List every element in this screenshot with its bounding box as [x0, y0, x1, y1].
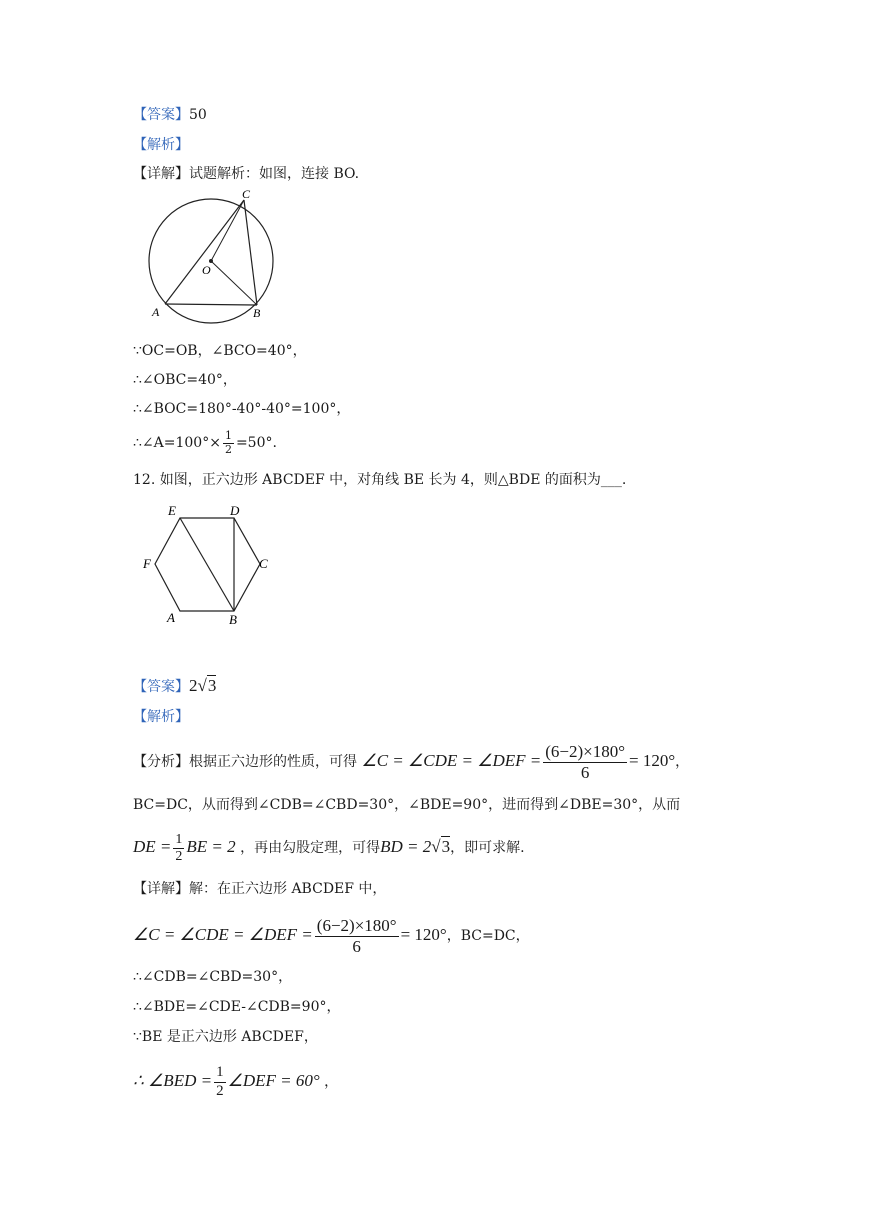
label-B: B — [253, 306, 261, 320]
circle-figure — [140, 188, 290, 328]
detail-line: 【详解】解：在正六边形 ABCDEF 中， — [133, 881, 387, 897]
angle-equation: ∠C = ∠CDE = ∠DEF = $\frac{(6-2)\times 180^\circ}{6}$ = 120° — [361, 742, 676, 782]
label-O: O — [202, 263, 211, 277]
analysis-tag: 【解析】 — [133, 709, 189, 725]
label-B: B — [229, 612, 237, 627]
answer-tag: 【答案】 — [133, 107, 189, 123]
label-D: D — [230, 503, 240, 518]
label-C: C — [242, 188, 251, 201]
answer-line — [133, 674, 216, 699]
bed-equation: ∴ ∠BED = $\frac{1}{2}$ ∠DEF = 60° — [133, 1064, 320, 1099]
denominator: 2 — [224, 442, 232, 456]
detail-equation-line: ∠C = ∠CDE = ∠DEF = $\frac{(6-2)\times 180^\circ}{6}$ = 120°，BC=DC， — [133, 916, 530, 956]
step-line: ∴ ∠BED = $\frac{1}{2}$ ∠DEF = 60° ， — [133, 1064, 339, 1099]
answer-tag: 【答案】 — [133, 679, 189, 695]
numerator: 1 — [224, 428, 232, 442]
step-line: ∵BE 是正六边形 ABCDEF， — [133, 1029, 318, 1045]
label-A: A — [167, 610, 175, 625]
answer-value: 50 — [189, 107, 207, 123]
label-C: C — [259, 556, 268, 571]
step-line: ∴∠BDE=∠CDE-∠CDB=90°， — [133, 999, 341, 1015]
fraction — [223, 430, 234, 456]
detail-tag: 【详解】 — [133, 166, 189, 182]
step-prefix: ∴∠A=100°× — [133, 435, 221, 451]
label-F: F — [143, 556, 151, 571]
sqrt: √3 — [197, 676, 217, 695]
detail-text: 试题解析：如图，连接 BO. — [189, 166, 360, 182]
hexagon-figure — [140, 500, 280, 630]
answer-value: 2√3 — [189, 676, 216, 695]
label-A: A — [152, 305, 160, 319]
step-line: ∴∠CDB=∠CBD=30°， — [133, 969, 293, 985]
detail-tag: 【详解】 — [133, 881, 189, 897]
fraction: $\frac{(6-2)\times 180^\circ}{6}$ — [545, 742, 626, 782]
analysis-tag2: 【分析】 — [133, 754, 189, 770]
step-line — [133, 428, 277, 458]
step-line: ∴∠BOC=180°-40°-40°=100°， — [133, 401, 351, 417]
question-text: 12. 如图，正六边形 ABCDEF 中，对角线 BE 长为 4，则△BDE 的面积为___. — [133, 472, 627, 488]
analysis-line: 【分析】根据正六边形的性质，可得 ∠C = ∠CDE = ∠DEF = $\frac{(6-2)\times 180^\circ}{6}$ = 120°， — [133, 742, 690, 782]
answer-line — [133, 106, 207, 124]
analysis-tag: 【解析】 — [133, 137, 189, 153]
step-suffix: =50°. — [235, 435, 277, 451]
analysis-line: DE = $\frac{1}{2}$ BE = 2 ，再由勾股定理，可得BD = 2√3，即可求解. — [133, 831, 525, 864]
bd-equation: BD = 2√3 — [380, 837, 451, 856]
label-E: E — [168, 503, 176, 518]
fraction: $\frac{(6-2)\times 180^\circ}{6}$ — [316, 916, 397, 956]
de-equation: DE = $\frac{1}{2}$ BE = 2 — [133, 831, 236, 864]
step-line: ∴∠OBC=40°， — [133, 372, 237, 388]
analysis-line: BC=DC，从而得到∠CDB=∠CBD=30°，∠BDE=90°，进而得到∠DBE=30°，从而 — [133, 797, 681, 813]
detail-line — [133, 165, 359, 183]
step-line: ∵OC=OB，∠BCO=40°， — [133, 343, 307, 359]
